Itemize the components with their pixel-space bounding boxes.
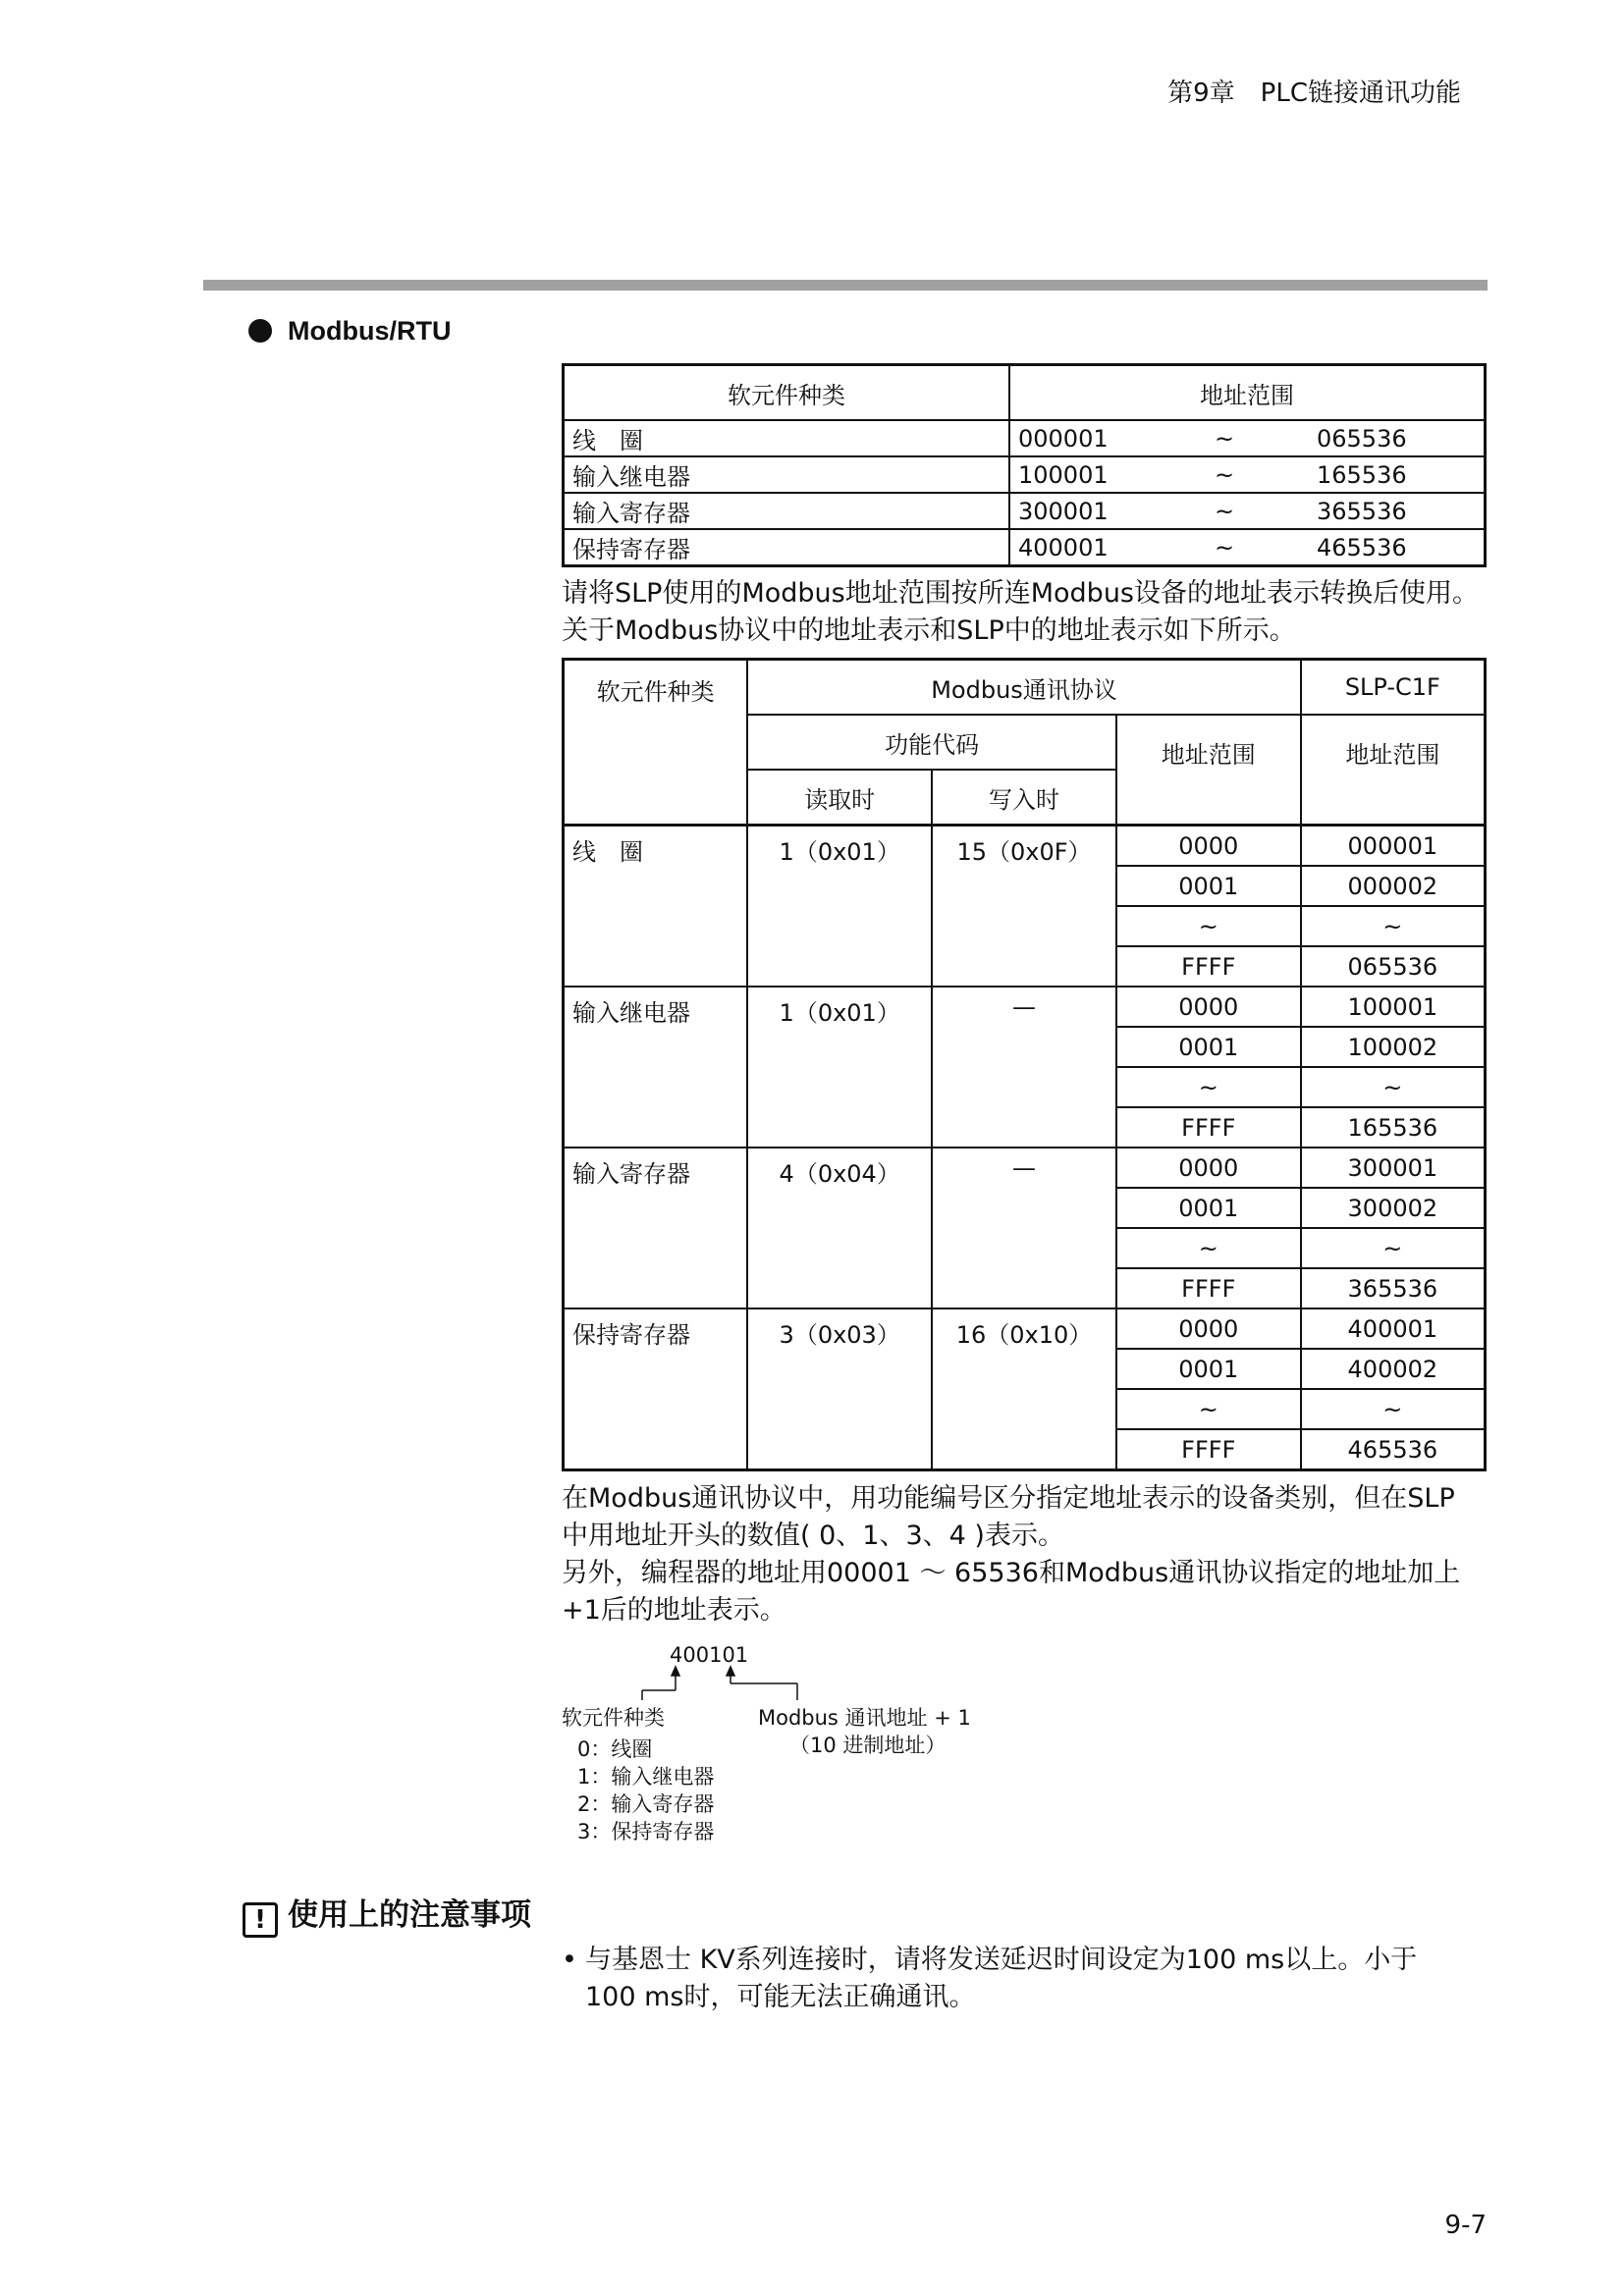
range-cell: [1009, 493, 1486, 529]
caution-heading: [243, 1890, 531, 1938]
range-end: 465536: [1317, 533, 1407, 561]
device-cell: 输入继电器: [564, 456, 1010, 493]
header-modbus-address-range: 地址范围: [1116, 715, 1301, 826]
diagram-code-2: 2：输入寄存器: [577, 1792, 715, 1816]
header-address-range: 地址范围: [1009, 365, 1486, 421]
section-title-text: Modbus/RTU: [288, 316, 452, 346]
slp-address-cell: 000002: [1301, 866, 1486, 906]
table-header-row: [564, 365, 1486, 421]
slp-address-cell: 300001: [1301, 1148, 1486, 1188]
slp-address-cell: ~: [1301, 1067, 1486, 1107]
paragraph-line: 在Modbus通讯协议中，用功能编号区分指定地址表示的设备类别，但在SLP: [562, 1483, 1455, 1514]
table-row: [564, 420, 1486, 456]
write-code-cell: 15（0x0F）: [932, 826, 1116, 988]
slp-address-cell: 065536: [1301, 946, 1486, 987]
write-code-cell: 16（0x10）: [932, 1308, 1116, 1470]
range-cell: [1009, 529, 1486, 566]
range-start: 100001: [1018, 460, 1109, 489]
address-mapping-table: [562, 658, 1487, 1471]
range-cell: [1009, 420, 1486, 456]
paragraph-line: 中用地址开头的数值( 0、1、3、4 )表示。: [562, 1521, 1064, 1551]
modbus-address-cell: 0001: [1116, 866, 1301, 906]
modbus-address-cell: 0001: [1116, 1188, 1301, 1228]
explanation-paragraph: [562, 1480, 1460, 1629]
slp-address-cell: ~: [1301, 906, 1486, 946]
paragraph-line: +1后的地址表示。: [562, 1595, 786, 1626]
slp-address-cell: 000001: [1301, 826, 1486, 867]
modbus-address-cell: FFFF: [1116, 946, 1301, 987]
address-range-table: [562, 363, 1487, 567]
section-title: [248, 316, 451, 347]
range-sep: ~: [1215, 497, 1235, 525]
header-rule: [203, 280, 1488, 291]
caution-title: 使用上的注意事项: [288, 1897, 531, 1933]
modbus-address-cell: ~: [1116, 906, 1301, 946]
header-device-type: 软元件种类: [564, 660, 748, 826]
caution-line: [562, 1942, 1417, 1979]
header-write: 写入时: [932, 770, 1116, 826]
diagram-label-device: 软元件种类: [562, 1706, 665, 1730]
device-cell: 保持寄存器: [564, 1308, 748, 1470]
range-start: 400001: [1018, 533, 1109, 561]
slp-address-cell: ~: [1301, 1228, 1486, 1268]
range-end: 165536: [1317, 460, 1407, 489]
modbus-address-cell: 0001: [1116, 1027, 1301, 1067]
address-format-diagram: [562, 1639, 1053, 1855]
table-row: [564, 493, 1486, 529]
slp-address-cell: 465536: [1301, 1429, 1486, 1470]
header-device-type: 软元件种类: [564, 365, 1010, 421]
exclamation-box-icon: !: [243, 1902, 278, 1938]
range-end: 065536: [1317, 424, 1407, 453]
table-row: [564, 826, 1486, 867]
table-row: [564, 456, 1486, 493]
chapter-header: 第9章 PLC链接通讯功能: [1167, 79, 1461, 108]
range-end: 365536: [1317, 497, 1407, 525]
device-cell: 输入继电器: [564, 987, 748, 1148]
modbus-address-cell: 0000: [1116, 826, 1301, 867]
caution-line-1: 与基恩士 KV系列连接时，请将发送延迟时间设定为100 ms以上。小于: [585, 1945, 1418, 1975]
diagram-address: 400101: [670, 1643, 749, 1667]
device-cell: 输入寄存器: [564, 1148, 748, 1308]
read-code-cell: 1（0x01）: [747, 826, 932, 988]
range-start: 300001: [1018, 497, 1109, 525]
caution-line-2: 100 ms时，可能无法正确通讯。: [585, 1982, 976, 2012]
slp-address-cell: 300002: [1301, 1188, 1486, 1228]
read-code-cell: 1（0x01）: [747, 987, 932, 1148]
modbus-address-cell: 0000: [1116, 987, 1301, 1027]
diagram-code-3: 3：保持寄存器: [577, 1820, 715, 1843]
device-cell: 线 圈: [564, 826, 748, 988]
range-start: 000001: [1018, 424, 1109, 453]
slp-address-cell: ~: [1301, 1389, 1486, 1429]
range-sep: ~: [1215, 460, 1235, 489]
modbus-address-cell: 0000: [1116, 1308, 1301, 1349]
range-cell: [1009, 456, 1486, 493]
paragraph-line: 请将SLP使用的Modbus地址范围按所连Modbus设备的地址表示转换后使用。: [562, 578, 1480, 609]
slp-address-cell: 100001: [1301, 987, 1486, 1027]
table-row: [564, 529, 1486, 566]
diagram-label-modbus: Modbus 通讯地址 + 1: [758, 1706, 971, 1730]
modbus-address-cell: ~: [1116, 1228, 1301, 1268]
bullet-dot-icon: [248, 319, 272, 343]
table-header-row: [564, 660, 1486, 716]
diagram-label-decimal: （10 进制地址）: [789, 1734, 947, 1757]
intro-paragraph: [562, 575, 1479, 650]
slp-address-cell: 400001: [1301, 1308, 1486, 1349]
diagram-code-0: 0：线圈: [577, 1737, 653, 1761]
slp-address-cell: 165536: [1301, 1107, 1486, 1148]
table-row: [564, 1308, 1486, 1349]
modbus-address-cell: FFFF: [1116, 1107, 1301, 1148]
modbus-address-cell: FFFF: [1116, 1268, 1301, 1308]
range-sep: ~: [1215, 424, 1235, 453]
bullet-icon: •: [562, 1945, 577, 1975]
device-cell: 保持寄存器: [564, 529, 1010, 566]
write-code-cell: —: [932, 1148, 1116, 1308]
read-code-cell: 4（0x04）: [747, 1148, 932, 1308]
caution-text: [562, 1942, 1417, 2016]
write-code-cell: —: [932, 987, 1116, 1148]
page-number: 9-7: [1444, 2211, 1487, 2240]
header-modbus-protocol: Modbus通讯协议: [747, 660, 1300, 716]
modbus-address-cell: FFFF: [1116, 1429, 1301, 1470]
paragraph-line: 另外，编程器的地址用00001 ～ 65536和Modbus通讯协议指定的地址加上: [562, 1558, 1461, 1588]
table-row: [564, 987, 1486, 1027]
slp-address-cell: 100002: [1301, 1027, 1486, 1067]
modbus-address-cell: ~: [1116, 1389, 1301, 1429]
modbus-address-cell: 0000: [1116, 1148, 1301, 1188]
header-slp: SLP-C1F: [1301, 660, 1486, 716]
header-slp-address-range: 地址范围: [1301, 715, 1486, 826]
read-code-cell: 3（0x03）: [747, 1308, 932, 1470]
header-function-code: 功能代码: [747, 715, 1116, 770]
paragraph-line: 关于Modbus协议中的地址表示和SLP中的地址表示如下所示。: [562, 615, 1296, 646]
diagram-code-1: 1：输入继电器: [577, 1765, 715, 1789]
range-sep: ~: [1215, 533, 1235, 561]
modbus-address-cell: ~: [1116, 1067, 1301, 1107]
slp-address-cell: 400002: [1301, 1349, 1486, 1389]
slp-address-cell: 365536: [1301, 1268, 1486, 1308]
header-read: 读取时: [747, 770, 932, 826]
device-cell: 线 圈: [564, 420, 1010, 456]
modbus-address-cell: 0001: [1116, 1349, 1301, 1389]
device-cell: 输入寄存器: [564, 493, 1010, 529]
table-row: [564, 1148, 1486, 1188]
